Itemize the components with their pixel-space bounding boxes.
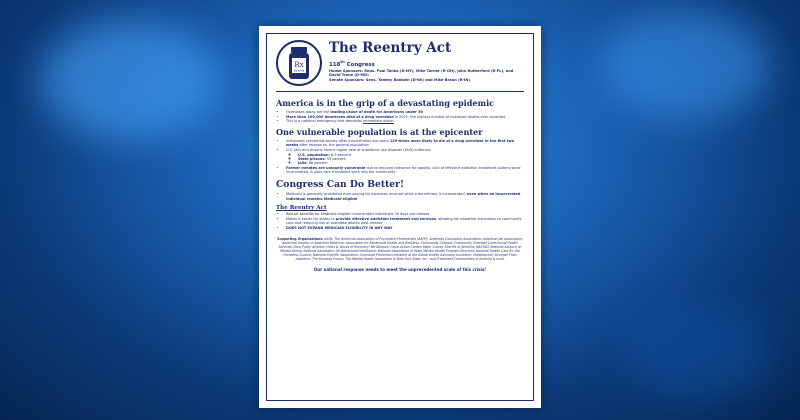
congress-suffix: th (340, 59, 345, 64)
congress-can-do-better-heading: Congress Can Do Better! (276, 178, 405, 190)
rx-pill-bottle-icon (276, 40, 322, 86)
list-item: ◦ U.S. population: 8.5 percent (298, 153, 524, 157)
medicaid-bullets (276, 192, 524, 201)
supporting-organizations (276, 237, 524, 262)
list-item: • Medicaid is generally prohibited from paying for expenses incurred while a beneficiary is incarcerated, even when an incarcerated individual remains Medicaid eligible (286, 192, 524, 201)
flyer-header (276, 40, 524, 86)
list-item: • DOES NOT EXPAND MEDICAID ELIGIBILITY IN ANY WAY (286, 226, 524, 231)
list-item: ◦ State prisons: 53 percent (298, 157, 524, 161)
reentry-act-flyer (259, 26, 541, 408)
sud-rates-list (286, 153, 524, 166)
list-item: • Makes it easier for states to provide effective addiction treatment and services, allowing for smoother transitions to community care and reducing risk of overdose deaths post-release (286, 217, 524, 226)
epicenter-bullets (276, 139, 524, 175)
congress-line (329, 58, 524, 69)
background-glare (40, 20, 220, 140)
reentry-act-subheading: The Reentry Act (276, 205, 327, 212)
list-item: • This is a national emergency that demands immediate action (286, 119, 524, 124)
list-item: ◦ Jails: 68 percent (298, 161, 524, 165)
flyer-title: The Reentry Act (329, 40, 452, 56)
list-item: • More than 100,000 Americans died of a drug overdose in 2021, the highest number of overdose deaths ever recorded (286, 115, 524, 120)
pill-bottle-graphic (284, 46, 314, 80)
supporting-list: AAPA; The American Association of Psychiatric Pharmacists (AAPP); American Counseling Association; American Jail Association; American Society of Addiction Medicine; Association for Behavioral Health and Wellness; Community Catalyst; Community Oriented Correctional Health Services; Drug Policy Alliance; Hosts & Voices of Recovery; NH Alliance; Legal Action Center; Major County Sheriffs of America; NASTAD; National Alliance on Mental Illness; National Association for Behavioral Healthcare; National Association of State Mental Health Program Directors; National Health Care for the Homeless Council; National Sheriffs' Association; Overdose Prevention Initiative at the Global Health Advocacy Incubator; Shatterproof; Stronger Than Addiction; The Kennedy Forum; The Mental Health Association in New York State, Inc.; and Treatment Communities of America & more (278, 236, 523, 261)
list-item: • U.S. jails and prisons have a higher rate of substance use disorder (SUD) sufferers: ◦ U.S. population: 8.5 percent ◦ State prisons: 53 percent ◦ Jails: 68 percent (286, 148, 524, 166)
logo-label-text: Opioids (293, 68, 305, 73)
congress-number: 118 (329, 61, 341, 68)
epicenter-heading: One vulnerable population is at the epicenter (276, 126, 483, 137)
closing-statement: Our national response needs to meet the unprecedented scale of this crisis! (313, 267, 487, 273)
list-item: • Former inmates are uniquely vulnerable due to reduced tolerance for opioids, lack of effective addiction treatment options while incarcerated, & poor care transitions back into the community (286, 166, 524, 175)
senate-sponsors: Senate Sponsors: Sens. Tammy Baldwin (D-WI) and Mike Braun (R-IN) (329, 77, 470, 82)
background-glare (620, 300, 770, 400)
background-glare (600, 10, 770, 120)
epidemic-bullets (276, 110, 524, 124)
flyer-border (266, 33, 534, 401)
supporting-label: Supporting Organizations: (277, 236, 324, 241)
logo-rx-text: Rx (294, 61, 304, 69)
congress-word: Congress (346, 61, 375, 68)
epidemic-heading: America is in the grip of a devastating epidemic (276, 98, 495, 108)
header-divider (276, 91, 524, 92)
list-item: • Individuals reentering society after incarceration are some 129 times more likely to die of a drug overdose in the first two weeks after release vs. the general population (286, 139, 524, 148)
list-item: • Overdoses today are the leading cause of death for Americans under 50 (286, 110, 524, 115)
house-sponsors: House Sponsors: Reps. Paul Tonko (D-NY), Mike Turner (R-OH), John Rutherford (R-FL), and David Trone (D-MD) (329, 68, 514, 78)
reentry-act-bullets (276, 212, 524, 230)
list-item: • Restart benefits for Medicaid-eligible incarcerated individuals 30 days pre-release (286, 212, 524, 217)
